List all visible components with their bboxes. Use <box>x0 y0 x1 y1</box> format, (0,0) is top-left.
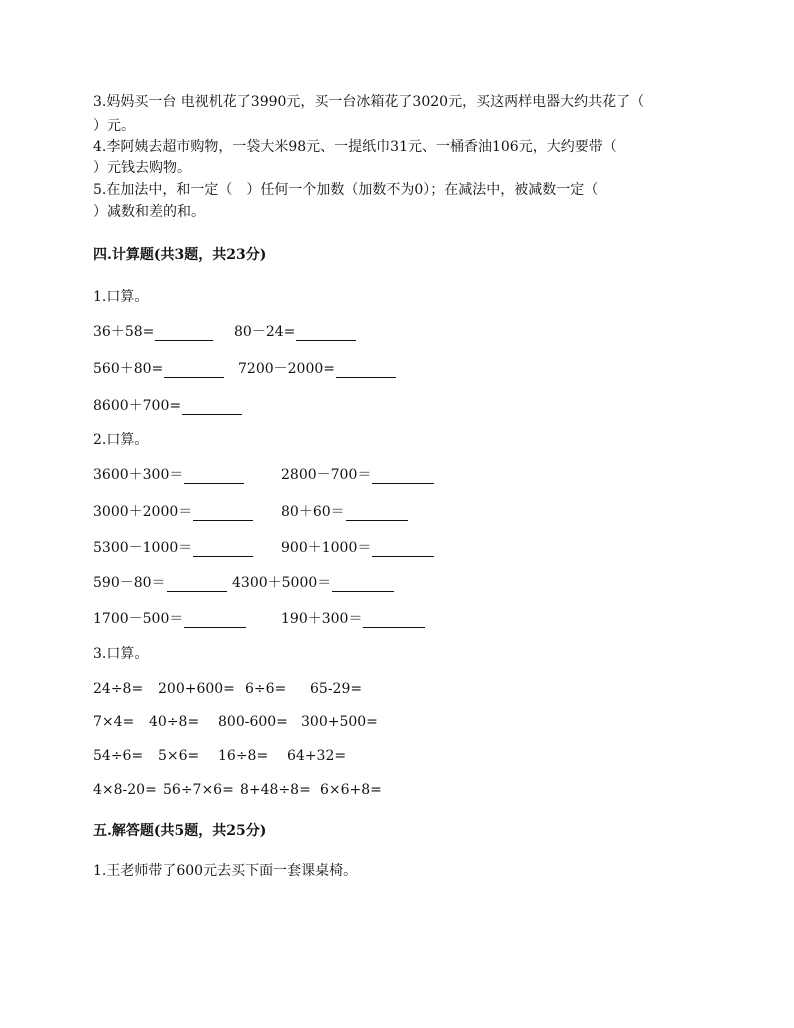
oral-calc-item <box>93 574 227 592</box>
question-4-line-2: ）元钱去购物。 <box>93 160 191 176</box>
oral-calc-item: 8+48÷8= <box>240 782 311 798</box>
question-3-line-2: ）元。 <box>93 118 135 134</box>
equation-text: 190＋300＝ <box>281 611 363 627</box>
equation-text: 80＋60＝ <box>281 504 345 520</box>
answer-blank[interactable] <box>346 506 408 521</box>
section-4-q2-label: 2.口算。 <box>93 432 149 448</box>
oral-calc-item <box>93 397 242 415</box>
oral-calc-item <box>234 323 356 341</box>
oral-calc-item <box>238 360 396 378</box>
oral-calc-item: 7×4= <box>93 714 135 730</box>
oral-calc-item: 24÷8= <box>93 681 144 697</box>
equation-text: 7200－2000= <box>238 361 335 377</box>
oral-calc-item: 6×6+8= <box>320 782 382 798</box>
answer-blank[interactable] <box>164 363 224 378</box>
section-4-q1-label: 1.口算。 <box>93 289 149 305</box>
answer-blank[interactable] <box>167 577 227 592</box>
answer-blank[interactable] <box>184 469 244 484</box>
oral-calc-item: 300+500= <box>301 714 378 730</box>
equation-text: 36＋58= <box>93 324 155 340</box>
question-3-line-1: 3.妈妈买一台 电视机花了3990元，买一台冰箱花了3020元，买这两样电器大约共花了（ <box>93 94 645 110</box>
answer-blank[interactable] <box>372 469 434 484</box>
equation-text: 8600＋700= <box>93 398 182 414</box>
oral-calc-item <box>281 503 408 521</box>
question-4-line-1: 4.李阿姨去超市购物，一袋大米98元、一提纸巾31元、一桶香油106元，大约要带（ <box>93 139 617 155</box>
oral-calc-item: 6÷6= <box>245 681 287 697</box>
oral-calc-item <box>93 610 246 628</box>
answer-blank[interactable] <box>182 400 242 415</box>
oral-calc-item: 54÷6= <box>93 748 144 764</box>
oral-calc-item: 56÷7×6= <box>163 782 234 798</box>
equation-text: 80－24= <box>234 324 296 340</box>
equation-text: 560＋80= <box>93 361 164 377</box>
section-4-q3-label: 3.口算。 <box>93 646 149 662</box>
answer-blank[interactable] <box>193 542 253 557</box>
equation-text: 2800－700＝ <box>281 467 372 483</box>
equation-text: 4300＋5000＝ <box>232 575 332 591</box>
answer-blank[interactable] <box>155 326 213 341</box>
answer-blank[interactable] <box>336 363 396 378</box>
oral-calc-item <box>93 503 253 521</box>
answer-blank[interactable] <box>296 326 356 341</box>
oral-calc-item <box>93 466 244 484</box>
equation-text: 5300－1000＝ <box>93 540 193 556</box>
equation-text: 1700－500＝ <box>93 611 184 627</box>
oral-calc-item <box>281 466 434 484</box>
section-5-title: 五.解答题(共5题，共25分) <box>93 823 267 839</box>
answer-blank[interactable] <box>184 613 246 628</box>
equation-text: 590－80＝ <box>93 575 166 591</box>
oral-calc-item: 16÷8= <box>218 748 269 764</box>
oral-calc-item: 40÷8= <box>149 714 200 730</box>
question-5-line-1: 5.在加法中，和一定（ ）任何一个加数（加数不为0）；在减法中，被减数一定（ <box>93 182 599 198</box>
oral-calc-item: 800-600= <box>218 714 288 730</box>
oral-calc-item: 200+600= <box>158 681 235 697</box>
equation-text: 3000＋2000＝ <box>93 504 193 520</box>
oral-calc-item: 64+32= <box>287 748 347 764</box>
answer-blank[interactable] <box>332 577 394 592</box>
oral-calc-item <box>281 610 425 628</box>
answer-blank[interactable] <box>372 542 434 557</box>
oral-calc-item <box>93 539 253 557</box>
oral-calc-item <box>232 574 394 592</box>
oral-calc-item: 4×8-20= <box>93 782 157 798</box>
question-5-line-2: ）减数和差的和。 <box>93 204 205 220</box>
oral-calc-item <box>93 360 224 378</box>
equation-text: 3600＋300＝ <box>93 467 184 483</box>
answer-blank[interactable] <box>363 613 425 628</box>
section-5-question-1: 1.王老师带了600元去买下面一套课桌椅。 <box>93 863 358 879</box>
equation-text: 900＋1000＝ <box>281 540 372 556</box>
answer-blank[interactable] <box>193 506 253 521</box>
oral-calc-item: 5×6= <box>158 748 200 764</box>
section-4-title: 四.计算题(共3题，共23分) <box>93 247 267 263</box>
oral-calc-item <box>93 323 213 341</box>
oral-calc-item <box>281 539 434 557</box>
oral-calc-item: 65-29= <box>310 681 363 697</box>
